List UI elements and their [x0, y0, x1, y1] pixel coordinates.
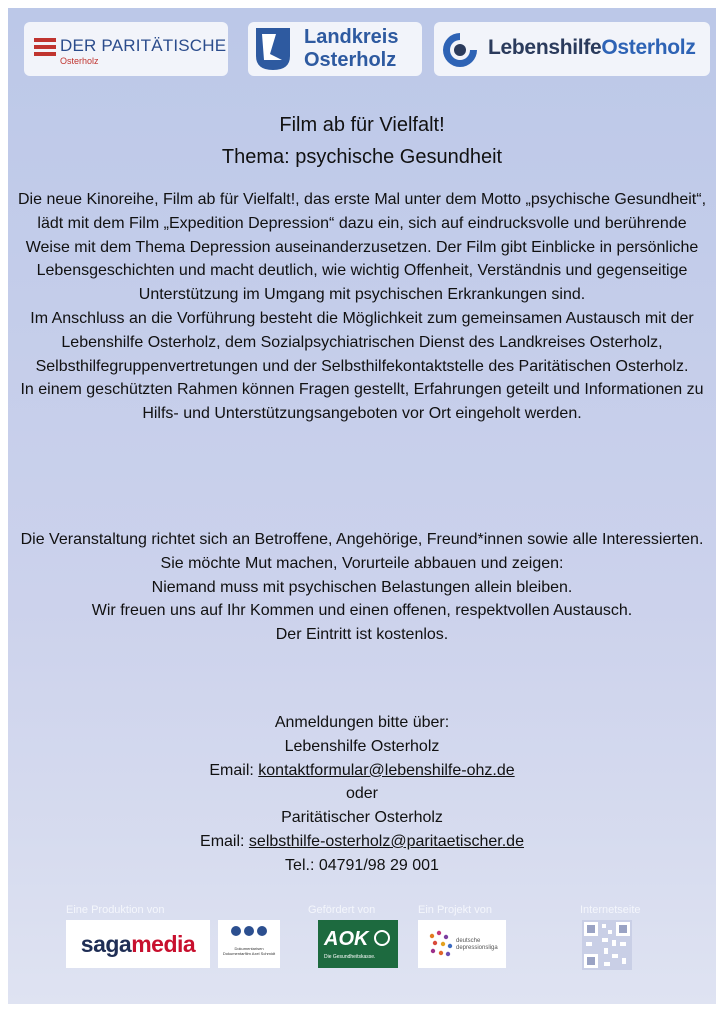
paritaetischer-name: DER PARITÄTISCHE [60, 36, 227, 55]
sagamedia-part1: saga [80, 931, 132, 957]
registration-email-row-1 [14, 759, 710, 783]
registration-org-lebenshilfe: Lebenshilfe Osterholz [284, 737, 440, 755]
landkreis-shield-icon [254, 26, 292, 72]
depressionsliga-text: deutsche depressionsliga [456, 938, 498, 951]
website-label: Internetseite [580, 904, 641, 916]
paragraph-free-entry: Der Eintritt ist kostenlos. [275, 626, 449, 644]
audience-text [14, 528, 710, 647]
landkreis-line2: Osterholz [304, 49, 397, 71]
registration-org-paritaetischer: Paritätischer Osterholz [281, 809, 443, 827]
registration-or: oder [345, 785, 379, 803]
lebenshilfe-logo [434, 22, 710, 76]
registration-email-row-2 [14, 830, 710, 854]
poster-subtitle: Thema: psychische Gesundheit [221, 146, 503, 168]
aok-emblem-icon [374, 930, 390, 946]
registration-intro: Anmeldungen bitte über: [274, 714, 450, 731]
email-link-lebenshilfe[interactable]: kontaktformular@lebenshilfe-ohz.de [258, 761, 515, 779]
documentary-dots-icon [231, 926, 267, 938]
paritaetischer-logo [24, 22, 228, 76]
sagamedia-wordmark [66, 931, 210, 958]
lebenshilfe-name [488, 36, 696, 60]
paragraph-film: Die neue Kinoreihe, Film ab für Vielfalt!, das erste Mal unter dem Motto „psychische Gesundheit“, lädt mit dem Film „Expedition Depression“ dazu ein, sich auf eindrucksvolle und berührende Weise mit dem Thema Depression auseinanderzusetzen. Der Film gibt Einblicke in persönliche Lebensgeschichten und macht deutlich, wie wichtig Offenheit, Verständnis und gegenseitige Unterstützung im Umgang mit psychischen Erkrankungen sind. [17, 191, 707, 304]
documentary-text: Dokumentarisen Dokumentarfilm Axel Schmidt [222, 946, 276, 956]
sagamedia-logo [66, 920, 210, 968]
funded-label: Gefördert von [308, 904, 376, 916]
lebenshilfe-name-part2: Osterholz [601, 36, 696, 59]
lebenshilfe-symbol-icon [440, 30, 480, 70]
paragraph-audience: Die Veranstaltung richtet sich an Betroffene, Angehörige, Freund*innen sowie alle Interessierten. [20, 531, 704, 548]
paragraph-welcome: Wir freuen uns auf Ihr Kommen und einen offenen, respektvollen Austausch. [91, 602, 633, 620]
aok-wordmark: AOK [324, 928, 369, 950]
lebenshilfe-name-part1: Lebenshilfe [488, 36, 602, 59]
email-label: Email: [200, 832, 249, 850]
email-link-paritaetischer[interactable]: selbsthilfe-osterholz@paritaetischer.de [248, 832, 524, 850]
paragraph-encourage: Sie möchte Mut machen, Vorurteile abbauen und zeigen: [160, 554, 564, 572]
landkreis-line1: Landkreis [304, 26, 399, 48]
paritaetischer-mark-icon [34, 38, 56, 56]
intro-text [14, 188, 710, 426]
landkreis-name [304, 26, 398, 72]
project-label: Ein Projekt von [418, 904, 492, 916]
paragraph-not-alone: Niemand muss mit psychischen Belastungen allein bleiben. [151, 578, 573, 596]
documentary-logo [218, 920, 280, 968]
poster-title: Film ab für Vielfalt! [279, 114, 445, 136]
aok-logo [318, 920, 398, 968]
qr-code-icon[interactable] [582, 920, 632, 970]
email-label: Email: [209, 761, 259, 779]
depressionsliga-logo [418, 920, 506, 968]
paragraph-exchange: Im Anschluss an die Vorführung besteht die Möglichkeit zum gemeinsamen Austausch mit der Lebenshilfe Osterholz, dem Sozialpsychiatrischen Dienst des Landkreises Osterholz, Selbsthilfegruppenvertretungen und der Selbsthilfekontaktstelle des Paritätischen Osterholz. [30, 309, 694, 375]
paritaetischer-subtitle: Osterholz [60, 56, 99, 66]
aok-tagline: Die Gesundheitskasse. [324, 954, 376, 960]
registration-phone: Tel.: 04791/98 29 001 [285, 856, 439, 874]
event-poster [8, 8, 716, 1004]
depressionsliga-dots-icon [428, 930, 454, 958]
sagamedia-part2: media [131, 931, 196, 957]
landkreis-logo [248, 22, 422, 76]
paragraph-questions: In einem geschützten Rahmen können Fragen gestellt, Erfahrungen geteilt und Informationen zu Hilfs- und Unterstützungsangeboten vor Ort eingeholt werden. [20, 381, 704, 423]
registration-block [14, 711, 710, 878]
production-label: Eine Produktion von [66, 904, 165, 916]
